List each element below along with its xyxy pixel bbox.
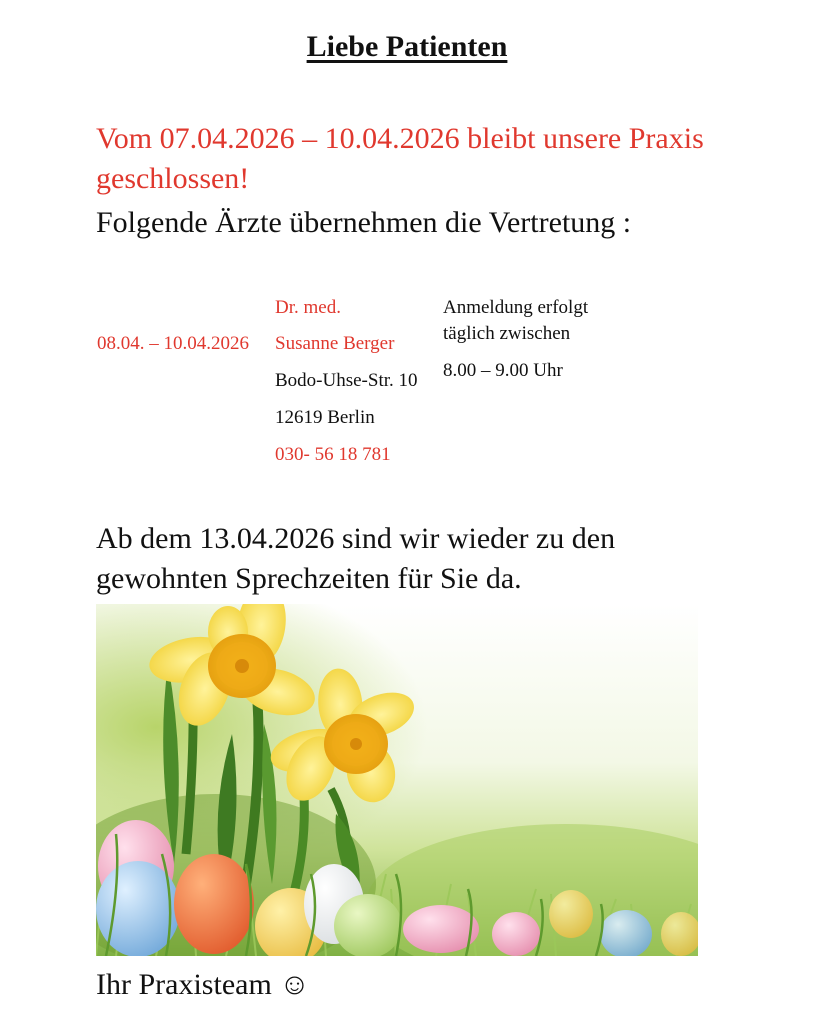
reopen-notice: Ab dem 13.04.2026 sind wir wieder zu den gewohnten Sprechzeiten für Sie da. [96,522,616,595]
registration-line-2: täglich zwischen [443,323,571,344]
doctor-street: Bodo-Uhse-Str. 10 [275,370,418,391]
easter-daffodils-image [96,604,698,956]
registration-line-1: Anmeldung erfolgt [443,297,589,318]
substitute-period: 08.04. – 10.04.2026 [97,333,249,354]
registration-hours: 8.00 – 9.00 Uhr [443,360,563,381]
doctor-phone: 030- 56 18 781 [275,444,391,465]
doctor-title: Dr. med. [275,297,341,318]
signature: Ihr Praxisteam ☺ [96,968,310,1001]
closure-notice: Vom 07.04.2026 – 10.04.2026 bleibt unsere Praxis geschlossen! [96,122,704,195]
substitute-intro: Folgende Ärzte übernehmen die Vertretung : [96,206,632,239]
page-title: Liebe Patienten [306,30,508,63]
doctor-city: 12619 Berlin [275,407,375,428]
doctor-name: Susanne Berger [275,333,395,354]
